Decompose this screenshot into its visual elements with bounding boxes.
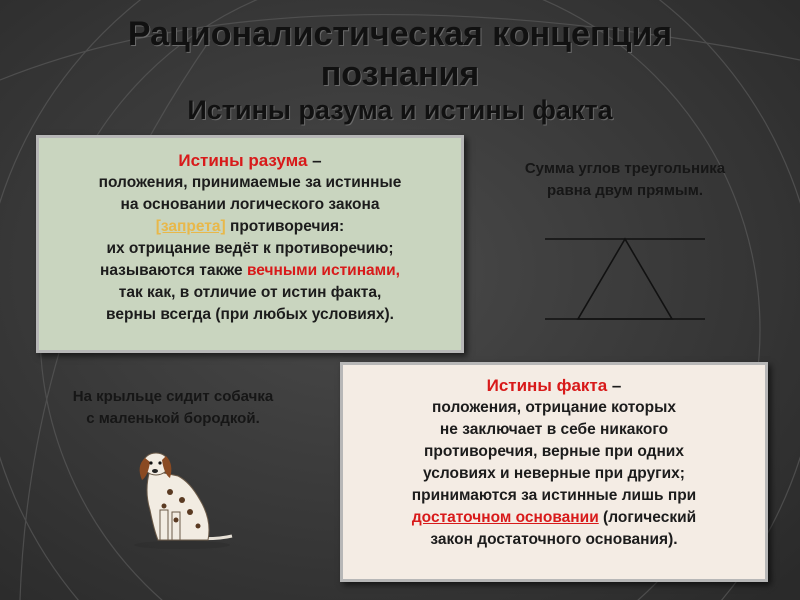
dog-example-line-1: На крыльце сидит собачка	[72, 388, 274, 405]
fact-line-2: не заключает в себе никакого	[439, 421, 669, 438]
fact-line-3: противоречия, верные при одних	[424, 443, 684, 460]
dog-example-line-2: с маленькой бородкой.	[86, 410, 260, 427]
sufficient-reason-term: достаточном основании	[411, 509, 599, 526]
reason-line-2: на основании логического закона	[120, 196, 380, 213]
reason-bracket-term: [запрета]	[155, 218, 226, 235]
triangle-example-text	[470, 158, 780, 202]
truths-of-reason-box	[36, 135, 464, 353]
reason-line-6: так как, в отличие от истин факта,	[118, 284, 382, 301]
reason-line-7: верны всегда (при любых условиях).	[106, 306, 394, 323]
reason-line-3-rest: противоречия:	[225, 218, 345, 235]
truths-of-reason-term: Истины разума	[178, 151, 308, 170]
slide-subtitle: Истины разума и истины факта	[187, 95, 613, 125]
dog-example-text	[28, 386, 318, 430]
truths-of-fact-dash: –	[607, 376, 622, 395]
fact-line-4: условиях и неверные при других;	[423, 465, 685, 482]
reason-line-4: их отрицание ведёт к противоречию;	[106, 240, 394, 257]
title-line-1: Рационалистическая концепция	[127, 15, 673, 53]
eternal-truths-term: вечными истинами,	[246, 262, 400, 279]
slide-title	[0, 14, 800, 126]
title-line-2: познания	[320, 55, 480, 93]
reason-line-5-start: называются также	[100, 262, 247, 279]
truths-of-fact-term: Истины факта	[486, 376, 608, 395]
fact-line-1: положения, отрицание которых	[432, 399, 676, 416]
triangle-example-line-2: равна двум прямым.	[546, 182, 704, 199]
sitting-dog-image	[120, 450, 240, 550]
fact-line-5: принимаются за истинные лишь при	[411, 487, 697, 504]
truths-of-fact-box	[340, 362, 768, 582]
triangle-diagram	[540, 230, 710, 325]
triangle-shape	[578, 239, 672, 319]
truths-of-reason-dash: –	[307, 151, 322, 170]
reason-line-1: положения, принимаемые за истинные	[98, 174, 402, 191]
fact-line-7: закон достаточного основания).	[430, 531, 678, 548]
triangle-example-line-1: Сумма углов треугольника	[524, 160, 726, 177]
fact-line-6-rest: (логический	[598, 509, 697, 526]
